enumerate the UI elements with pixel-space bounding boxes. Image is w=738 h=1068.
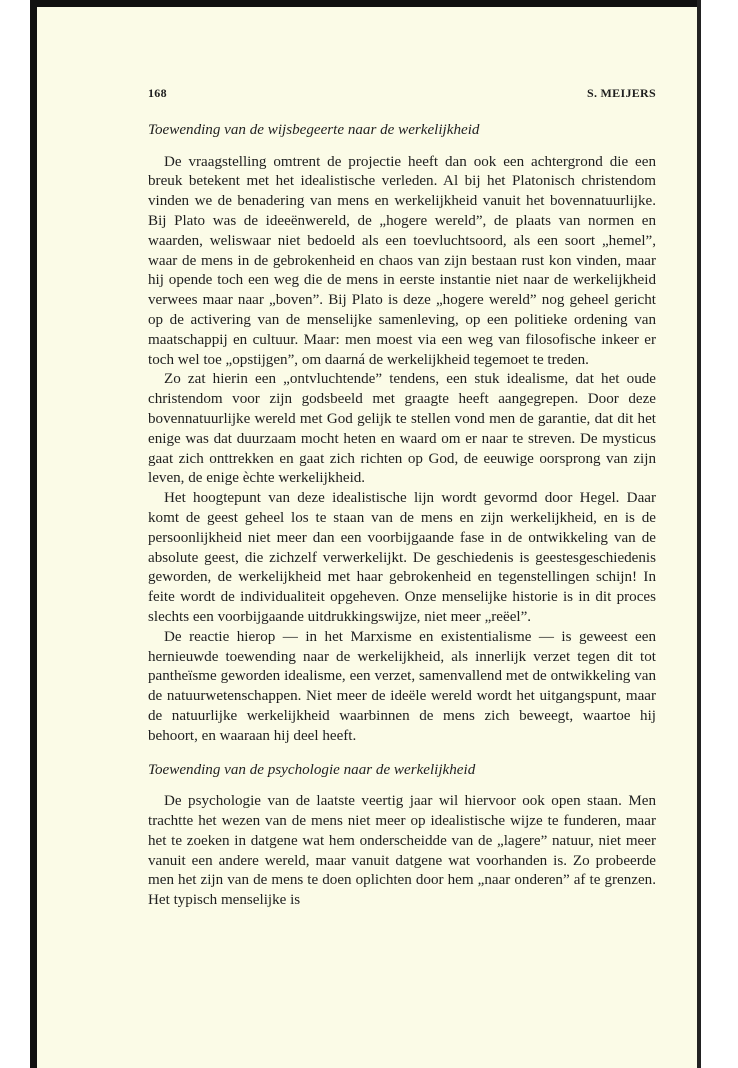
running-head — [148, 84, 656, 104]
paragraph: Het hoogtepunt van deze idealistische lijn wordt gevormd door Hegel. Daar komt de geest geheel los te staan van de mens en zijn werkelijkheid, en is de persoonlijkheid niet meer dan een voorbijgaande fase in de ontwikkeling van de absolute geest, die zichzelf verwerkelijkt. De geschiedenis is geestesgeschiedenis geworden, de werkelijkheid met haar gebrokenheid en tegenstellingen schijn! In feite wordt de individualiteit opgeheven. Onze menselijke historie is in dit proces slechts een voorbijgaande uitdrukkingswijze, niet meer „reëel”. — [148, 490, 656, 625]
scan-border-top — [30, 0, 700, 7]
paragraph: Zo zat hierin een „ontvluchtende” tendens, een stuk idealisme, dat het oude christendom voor zijn godsbeeld met graagte heeft aangegrepen. Door deze bovennatuurlijke wereld met God gelijk te stellen vond men de garantie, dat dit het enige was dat duurzaam mocht heten en waard om er naar te streven. De mysticus gaat zich onttrekken en gaat zich richten op God, de eeuwige oorsprong van zijn leven, de enige èchte werkelijkheid. — [148, 371, 656, 487]
section-title-philosophy: Toewending van de wijsbegeerte naar de werkelijkheid — [148, 121, 480, 138]
scan-border-right — [697, 0, 701, 1068]
paragraph: De reactie hierop — in het Marxisme en existentialisme — is geweest een hernieuwde toewending naar de werkelijkheid, als innerlijk verzet tegen dit tot pantheïsme geworden idealisme, een verzet, samenvallend met de ontwikkeling van de natuurwetenschappen. Niet meer de ideële wereld wordt het uitgangspunt, maar de natuurlijke werkelijkheid waarbinnen de mens zich beweegt, waartoe hij behoort, en waaraan hij deel heeft. — [148, 628, 656, 744]
paragraph: De vraagstelling omtrent de projectie heeft dan ook een achtergrond die een breuk betekent met het idealistische verleden. Al bij het Platonisch christendom vinden we de benadering van mens en werkelijkheid vanuit het bovennatuurlijke. Bij Plato was de ideeënwereld, de „hogere wereld”, de plaats van normen en waarden, weliswaar niet bedoeld als een toevluchtsoord, als een soort „hemel”, waar de mens in de gebrokenheid en chaos van zijn bestaan rust kon vinden, maar hij opende toch een weg die de mens in eerste instantie niet naar de werkelijkheid verwees maar naar „boven”. Bij Plato is deze „hogere wereld” nog geheel gericht op de activering van de menselijke samenleving, op een politieke ordening van maatschappij en cultuur. Maar: men moest via een weg van filosofische inkeer er toch wel toe „opstijgen”, om daarná de werkelijkheid tegemoet te treden. — [148, 153, 656, 368]
section-title-psychology: Toewending van de psychologie naar de werkelijkheid — [148, 761, 476, 778]
page-number: 168 — [148, 86, 167, 100]
author-name: S. MEIJERS — [586, 86, 656, 100]
page-content — [148, 84, 656, 911]
paragraph: De psychologie van de laatste veertig jaar wil hiervoor ook open staan. Men trachtte het wezen van de mens niet meer op idealistische wijze te funderen, maar het te zoeken in datgene wat hem onderscheidde van de „lagere” natuur, niet meer vanuit een andere wereld, maar vanuit datgene wat voorhanden is. Zo probeerde men het zijn van de mens te doen oplichten door hem „naar onderen” af te grenzen. Het typisch menselijke is — [148, 793, 656, 909]
scan-border-left — [30, 0, 37, 1068]
